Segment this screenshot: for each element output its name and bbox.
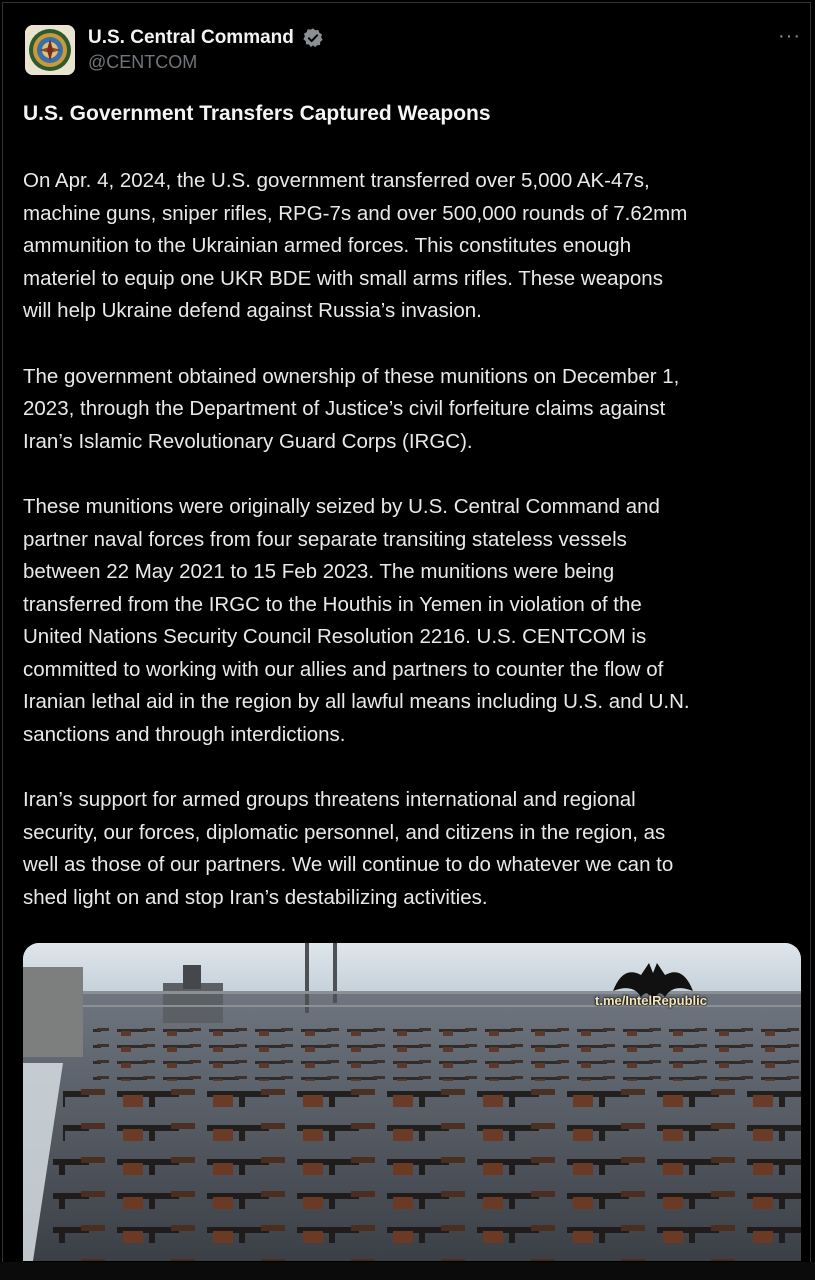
post-title: U.S. Government Transfers Captured Weapons	[23, 102, 491, 125]
post-header	[25, 23, 805, 83]
avatar[interactable]	[25, 25, 75, 75]
handle[interactable]: @CENTCOM	[88, 52, 198, 72]
post-media-image[interactable]	[23, 943, 801, 1261]
post-paragraph-3: These munitions were originally seized by U.S. Central Command and partner naval forces from four separate transiting stateless vessels between 22 May 2021 to 15 Feb 2023. The munitions were being transferred from the IRGC to the Houthis in Yemen in violation of the United Nations Security Council Resolution 2216. U.S. CENTCOM is committed to working with our allies and partners to counter the flow of Iranian lethal aid in the region by all lawful means including U.S. and U.N. sanctions and through interdictions.	[23, 495, 690, 746]
display-name[interactable]: U.S. Central Command	[88, 27, 294, 48]
watermark-text: t.me/IntelRepublic	[595, 993, 707, 1008]
more-options-icon[interactable]: ···	[778, 25, 801, 47]
verified-badge-icon	[302, 27, 324, 49]
post-body	[23, 99, 798, 914]
centcom-seal-icon	[25, 25, 75, 75]
post-paragraph-1: On Apr. 4, 2024, the U.S. government transferred over 5,000 AK-47s, machine guns, sniper rifles, RPG-7s and over 500,000 rounds of 7.62mm ammunition to the Ukrainian armed forces. This constitutes enough materiel to equip one UKR BDE with small arms rifles. These weapons will help Ukraine defend against Russia’s invasion.	[23, 169, 688, 322]
watermark	[553, 961, 763, 1011]
post-card	[2, 2, 811, 1264]
bottom-edge	[0, 1262, 815, 1280]
post-paragraph-4: Iran’s support for armed groups threatens international and regional security, our forces, diplomatic personnel, and citizens in the region, as well as those of our partners. We will continue to do whatever we can to shed light on and stop Iran’s destabilizing activities.	[23, 788, 674, 909]
post-paragraph-2: The government obtained ownership of these munitions on December 1, 2023, through the Department of Justice’s civil forfeiture claims against Iran’s Islamic Revolutionary Guard Corps (IRGC).	[23, 364, 680, 453]
account-names	[88, 27, 324, 73]
